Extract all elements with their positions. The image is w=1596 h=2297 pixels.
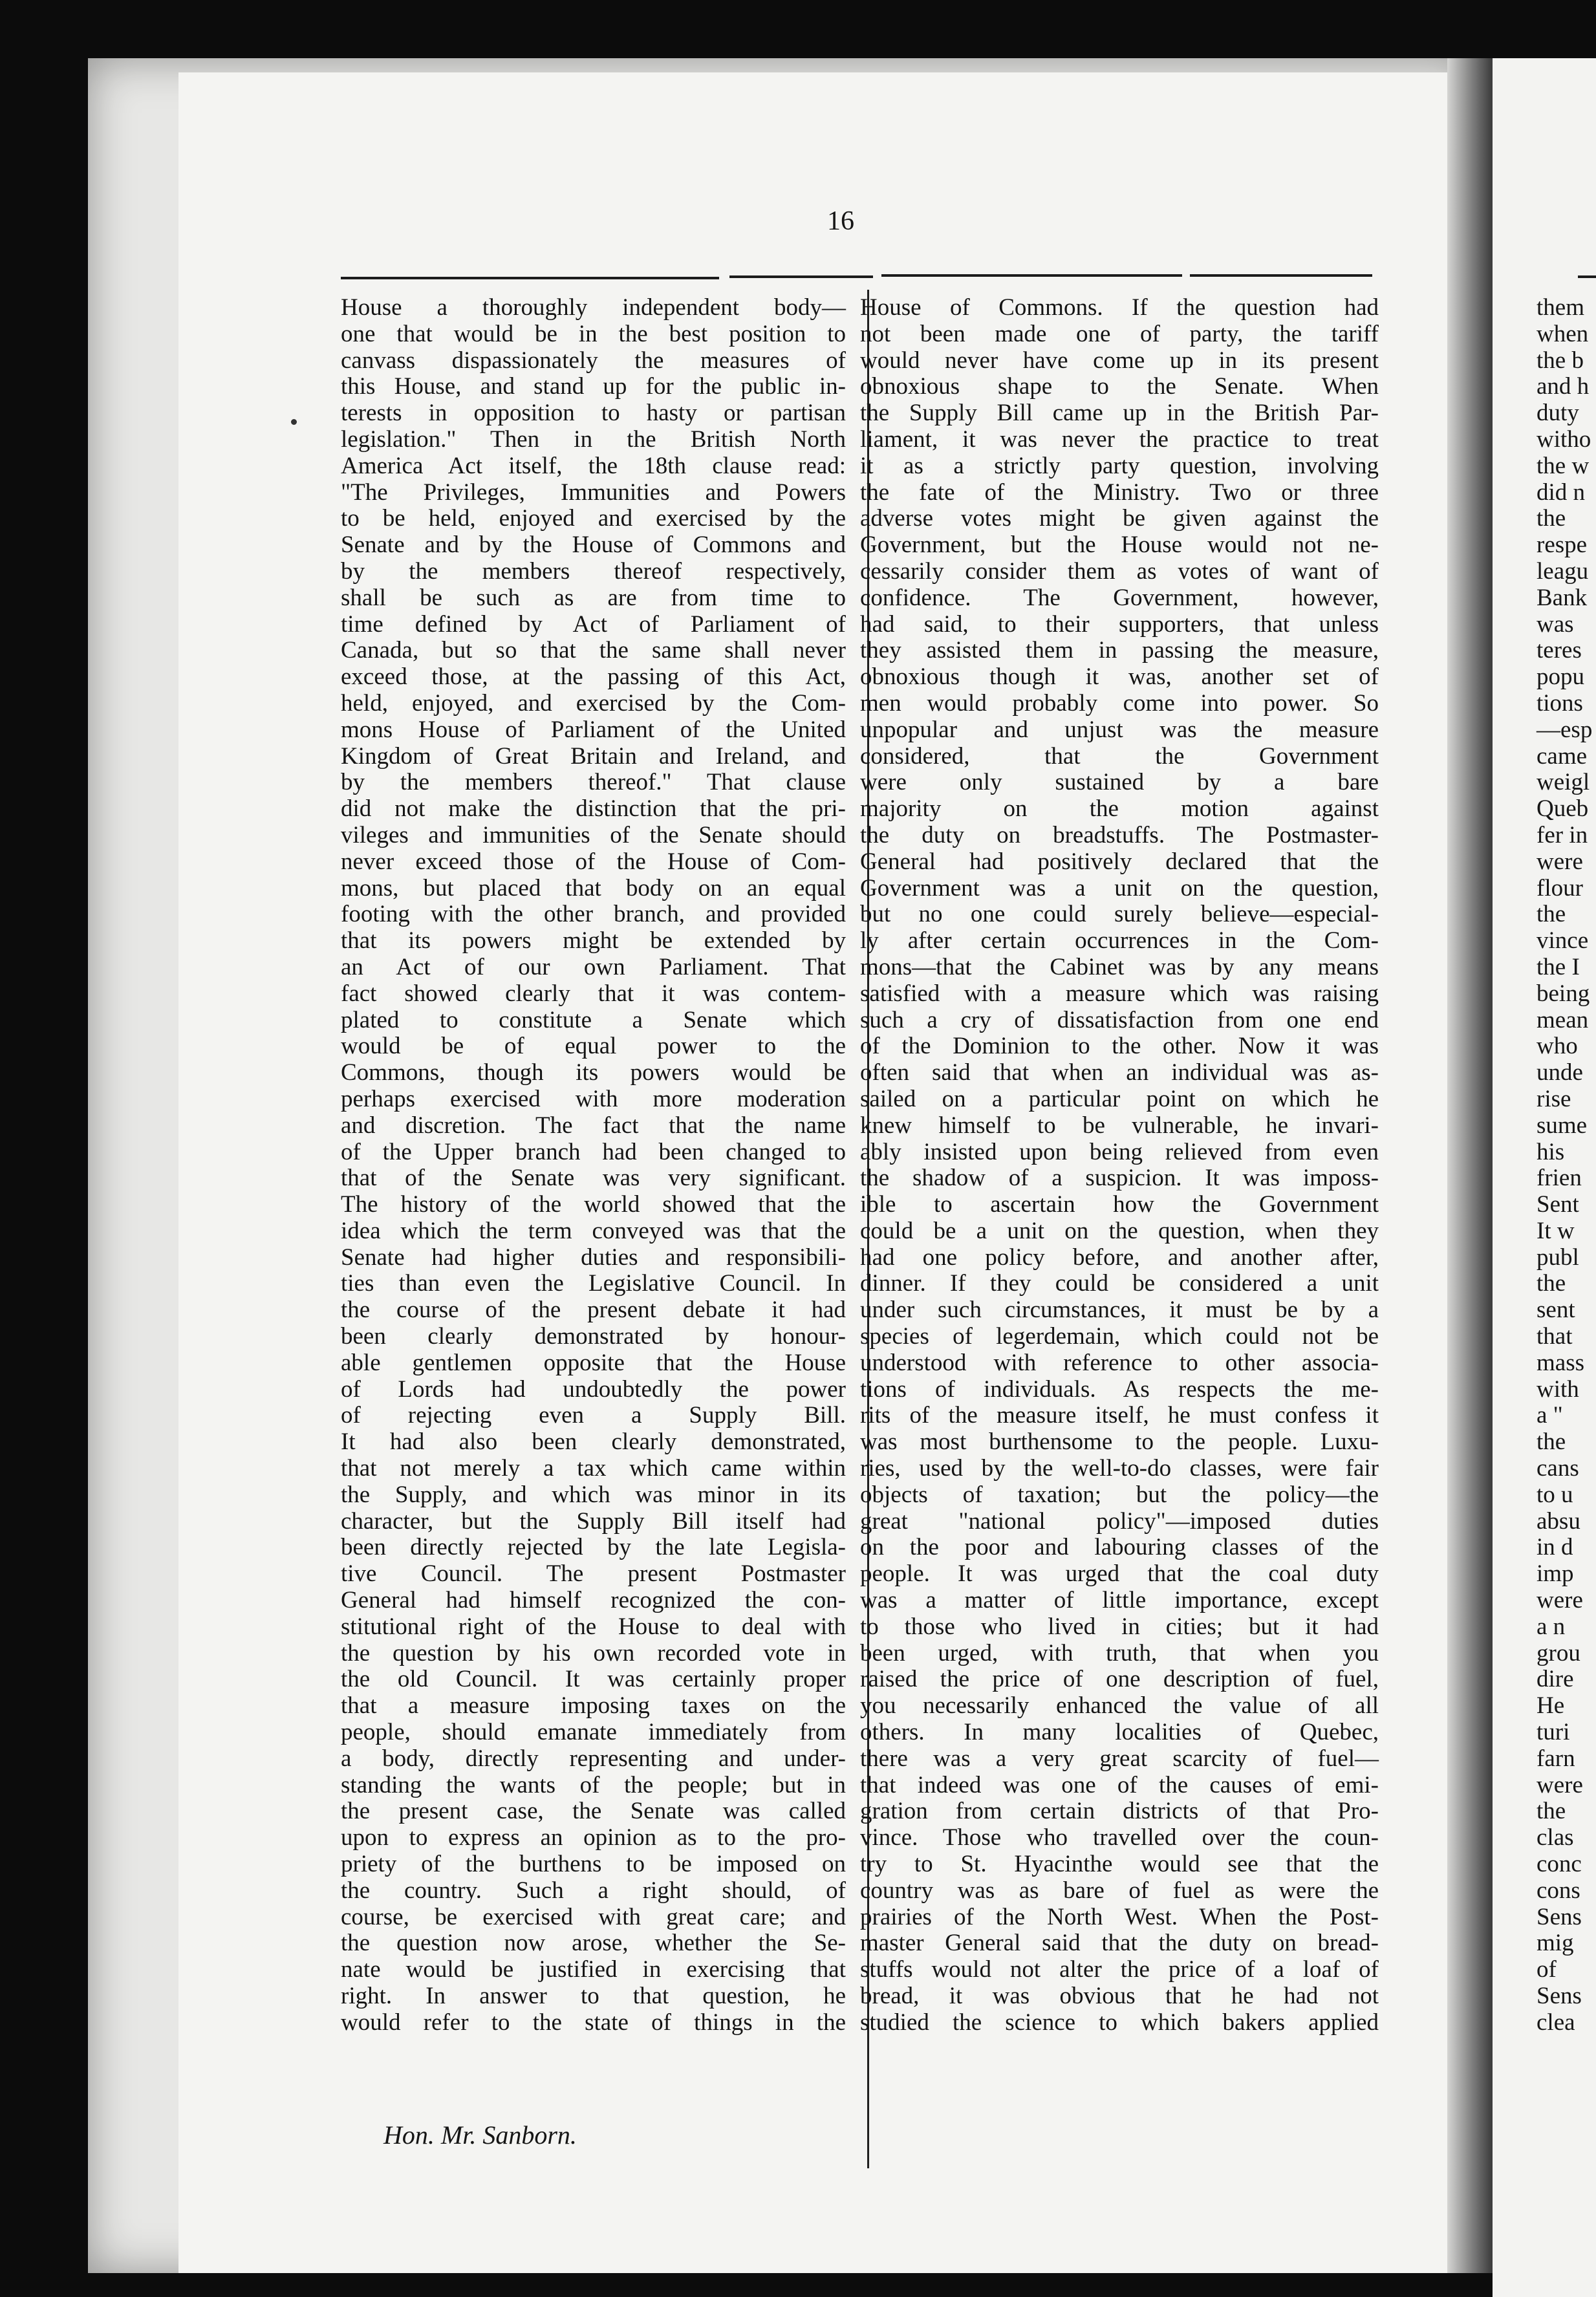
text-line: one that would be in the best position to <box>341 320 846 347</box>
text-line: the duty on breadstuffs. The Postmaster- <box>860 821 1379 848</box>
text-line: tions <box>1537 689 1583 717</box>
text-line: unpopular and unjust was the measure <box>860 716 1379 743</box>
text-line: sume <box>1537 1112 1588 1139</box>
text-line: It had also been clearly demonstrated, <box>341 1429 846 1456</box>
text-line: Kingdom of Great Britain and Ireland, and <box>341 742 846 770</box>
text-line: Bank <box>1537 584 1588 611</box>
header-rule-far-right <box>1190 274 1372 277</box>
speaker-signature: Hon. Mr. Sanborn. <box>383 2120 577 2150</box>
text-line: you necessarily enhanced the value of all <box>860 1692 1379 1720</box>
text-line: He <box>1537 1692 1565 1720</box>
text-line: It w <box>1537 1217 1575 1244</box>
text-line: objects of taxation; but the policy—the <box>860 1481 1379 1508</box>
text-line: been urged, with truth, that when you <box>860 1639 1379 1666</box>
text-line: mean <box>1537 1006 1589 1033</box>
text-line: the fate of the Ministry. Two or three <box>860 479 1379 506</box>
adjacent-page-text <box>1537 295 1592 2036</box>
text-line: understood with reference to other associa- <box>860 1349 1379 1376</box>
text-line: shall be such as are from time to <box>341 584 846 611</box>
text-line: were only sustained by a bare <box>860 769 1379 796</box>
text-line: able gentlemen opposite that the House <box>341 1349 846 1376</box>
text-line: that of the Senate was very significant. <box>341 1165 846 1192</box>
text-line: the <box>1537 1429 1566 1456</box>
text-line: people, should emanate immediately from <box>341 1719 846 1746</box>
text-line: others. In many localities of Quebec, <box>860 1719 1379 1746</box>
text-line: the w <box>1537 452 1590 479</box>
text-line: cons <box>1537 1877 1580 1904</box>
text-line: a " <box>1537 1402 1563 1429</box>
text-line: time defined by Act of Parliament of <box>341 610 846 638</box>
text-line: perhaps exercised with more moderation <box>341 1085 846 1112</box>
text-line: Sens <box>1537 1903 1582 1930</box>
text-line: sailed on a particular point on which he <box>860 1085 1379 1112</box>
text-line: imp <box>1537 1560 1574 1588</box>
text-line: did not make the distinction that the pri- <box>341 795 846 823</box>
text-line: that a measure imposing taxes on the <box>341 1692 846 1720</box>
text-line: turi <box>1537 1719 1570 1746</box>
text-line: satisfied with a measure which was raising <box>860 980 1379 1007</box>
text-line: unde <box>1537 1059 1583 1086</box>
text-line: obnoxious shape to the Senate. When <box>860 373 1379 400</box>
text-line: would refer to the state of things in the <box>341 2009 846 2036</box>
text-line: vileges and immunities of the Senate should <box>341 821 846 848</box>
text-line: weigl <box>1537 769 1590 796</box>
text-line: upon to express an opinion as to the pro- <box>341 1824 846 1851</box>
text-line: majority on the motion against <box>860 795 1379 823</box>
text-line: Canada, but so that the same shall never <box>341 637 846 664</box>
text-line: try to St. Hyacinthe would see that the <box>860 1851 1379 1878</box>
text-line: in d <box>1537 1534 1573 1561</box>
header-rule-left <box>341 277 719 279</box>
text-line: adverse votes might be given against the <box>860 505 1379 532</box>
text-line: had one policy before, and another after, <box>860 1244 1379 1271</box>
text-line: farn <box>1537 1745 1575 1772</box>
text-line: obnoxious though it was, another set of <box>860 663 1379 691</box>
text-line: was a matter of little importance, except <box>860 1587 1379 1614</box>
text-line: tive Council. The present Postmaster <box>341 1560 846 1588</box>
text-line: raised the price of one description of fuel, <box>860 1666 1379 1693</box>
text-line: mass <box>1537 1349 1584 1376</box>
text-line: liament, it was never the practice to treat <box>860 426 1379 453</box>
text-line: had said, to their supporters, that unless <box>860 610 1379 638</box>
text-line: fact showed clearly that it was contem- <box>341 980 846 1007</box>
text-line: cans <box>1537 1455 1579 1482</box>
text-line: the course of the present debate it had <box>341 1297 846 1324</box>
text-line: the question now arose, whether the Se- <box>341 1930 846 1957</box>
text-line: were <box>1537 1771 1583 1798</box>
text-line: The history of the world showed that the <box>341 1191 846 1218</box>
text-line: the <box>1537 1270 1566 1297</box>
text-line: respe <box>1537 532 1588 559</box>
text-line: Queb <box>1537 795 1589 823</box>
text-line: that <box>1537 1323 1573 1350</box>
text-line: but no one could surely believe—especial- <box>860 901 1379 928</box>
text-line: flour <box>1537 874 1583 901</box>
text-line: the b <box>1537 347 1584 374</box>
text-line: ible to ascertain how the Government <box>860 1191 1379 1218</box>
text-line: teres <box>1537 637 1582 664</box>
text-line: by the members thereof." That clause <box>341 769 846 796</box>
text-line: mig <box>1537 1930 1574 1957</box>
text-line: considered, that the Government <box>860 742 1379 770</box>
text-line: who <box>1537 1033 1578 1060</box>
text-line: this House, and stand up for the public in- <box>341 373 846 400</box>
text-line: the Supply, and which was minor in its <box>341 1481 846 1508</box>
text-line: that its powers might be extended by <box>341 927 846 954</box>
text-line: being <box>1537 980 1590 1007</box>
text-line: legislation." Then in the British North <box>341 426 846 453</box>
text-line: dinner. If they could be considered a unit <box>860 1270 1379 1297</box>
text-line: course, be exercised with great care; and <box>341 1903 846 1930</box>
text-line: character, but the Supply Bill itself had <box>341 1507 846 1535</box>
text-line: never exceed those of the House of Com- <box>341 848 846 875</box>
text-line: the Supply Bill came up in the British Par- <box>860 400 1379 427</box>
header-rule-mid <box>729 275 873 278</box>
text-line: conc <box>1537 1851 1582 1878</box>
text-line: the present case, the Senate was called <box>341 1798 846 1825</box>
text-line: of the Upper branch had been changed to <box>341 1138 846 1165</box>
text-line: were <box>1537 1587 1583 1614</box>
text-line: by the members thereof respectively, <box>341 557 846 585</box>
text-line: House of Commons. If the question had <box>860 294 1379 321</box>
text-line: to be held, enjoyed and exercised by the <box>341 505 846 532</box>
text-line: could be a unit on the question, when they <box>860 1217 1379 1244</box>
text-line: canvass dispassionately the measures of <box>341 347 846 374</box>
text-line: rise <box>1537 1085 1571 1112</box>
text-line: leagu <box>1537 557 1589 585</box>
text-line: Senate and by the House of Commons and <box>341 532 846 559</box>
text-line: stuffs would not alter the price of a loaf of <box>860 1956 1379 1983</box>
text-line: ties than even the Legislative Council. In <box>341 1270 846 1297</box>
text-line: fer in <box>1537 821 1588 848</box>
text-line: would never have come up in its present <box>860 347 1379 374</box>
text-line: them <box>1537 294 1584 321</box>
text-line: of rejecting even a Supply Bill. <box>341 1402 846 1429</box>
header-rule-next-page <box>1578 275 1596 278</box>
text-line: a body, directly representing and under- <box>341 1745 846 1772</box>
text-line: species of legerdemain, which could not be <box>860 1323 1379 1350</box>
text-line: and h <box>1537 373 1590 400</box>
text-line: —esp <box>1537 716 1593 743</box>
text-line: "The Privileges, Immunities and Powers <box>341 479 846 506</box>
text-line: ries, used by the well-to-do classes, were fair <box>860 1455 1379 1482</box>
text-line: of the Dominion to the other. Now it was <box>860 1033 1379 1060</box>
text-line: right. In answer to that question, he <box>341 1983 846 2009</box>
text-line: been clearly demonstrated by honour- <box>341 1323 846 1350</box>
text-line: the <box>1537 1798 1566 1825</box>
text-line: stitutional right of the House to deal with <box>341 1613 846 1640</box>
text-line: when <box>1537 320 1589 347</box>
text-line: his <box>1537 1138 1565 1165</box>
text-line: dire <box>1537 1666 1574 1693</box>
text-line: the old Council. It was certainly proper <box>341 1666 846 1693</box>
text-line: tions of individuals. As respects the me- <box>860 1375 1379 1403</box>
text-line: idea which the term conveyed was that the <box>341 1217 846 1244</box>
text-line: popu <box>1537 663 1584 691</box>
text-line: General had himself recognized the con- <box>341 1587 846 1614</box>
text-line: Commons, though its powers would be <box>341 1059 846 1086</box>
text-line: terests in opposition to hasty or partisan <box>341 400 846 427</box>
text-line: such a cry of dissatisfaction from one end <box>860 1006 1379 1033</box>
text-line: witho <box>1537 426 1591 453</box>
text-line: clas <box>1537 1824 1574 1851</box>
text-line: been directly rejected by the late Legisla- <box>341 1534 846 1561</box>
text-line: knew himself to be vulnerable, he invari- <box>860 1112 1379 1139</box>
text-line: frien <box>1537 1165 1582 1192</box>
text-line: country was as bare of fuel as were the <box>860 1877 1379 1904</box>
text-line: they assisted them in passing the measure, <box>860 637 1379 664</box>
text-line: the question by his own recorded vote in <box>341 1639 846 1666</box>
text-line: was <box>1537 610 1574 638</box>
margin-mark <box>291 419 297 425</box>
text-line: prairies of the North West. When the Post- <box>860 1903 1379 1930</box>
text-line: America Act itself, the 18th clause read: <box>341 452 846 479</box>
text-line: the <box>1537 505 1566 532</box>
text-line: absu <box>1537 1507 1580 1535</box>
text-line: it as a strictly party question, involving <box>860 452 1379 479</box>
text-line: duty <box>1537 400 1579 427</box>
text-line: nate would be justified in exercising that <box>341 1956 846 1983</box>
text-line: rits of the measure itself, he must confess it <box>860 1402 1379 1429</box>
text-line: that not merely a tax which came within <box>341 1455 846 1482</box>
text-line: to those who lived in cities; but it had <box>860 1613 1379 1640</box>
text-line: studied the science to which bakers applied <box>860 2009 1379 2036</box>
book-gutter <box>1447 58 1493 2273</box>
text-line: the country. Such a right should, of <box>341 1877 846 1904</box>
text-column-left <box>341 295 846 2036</box>
text-line: General had positively declared that the <box>860 848 1379 875</box>
text-line: were <box>1537 848 1583 875</box>
text-line: the <box>1537 901 1566 928</box>
text-line: with <box>1537 1375 1579 1403</box>
text-line: Sent <box>1537 1191 1579 1218</box>
text-line: and discretion. The fact that the name <box>341 1112 846 1139</box>
text-line: was most burthensome to the people. Luxu- <box>860 1429 1379 1456</box>
text-line: plated to constitute a Senate which <box>341 1006 846 1033</box>
text-line: footing with the other branch, and provided <box>341 901 846 928</box>
text-line: the I <box>1537 953 1580 980</box>
header-rule-right <box>881 274 1182 277</box>
text-line: people. It was urged that the coal duty <box>860 1560 1379 1588</box>
text-line: to u <box>1537 1481 1573 1508</box>
text-line: of <box>1537 1956 1557 1983</box>
text-line: mons House of Parliament of the United <box>341 716 846 743</box>
text-line: Sens <box>1537 1983 1582 2009</box>
text-column-right <box>860 295 1379 2036</box>
text-line: sent <box>1537 1297 1575 1324</box>
text-line: publ <box>1537 1244 1579 1271</box>
text-line: bread, it was obvious that he had not <box>860 1983 1379 2009</box>
text-line: would be of equal power to the <box>341 1033 846 1060</box>
text-line: clea <box>1537 2009 1575 2036</box>
text-line: exceed those, at the passing of this Act, <box>341 663 846 691</box>
text-line: grou <box>1537 1639 1580 1666</box>
text-line: there was a very great scarcity of fuel— <box>860 1745 1379 1772</box>
text-line: master General said that the duty on bread- <box>860 1930 1379 1957</box>
text-line: gration from certain districts of that Pro- <box>860 1798 1379 1825</box>
text-line: under such circumstances, it must be by a <box>860 1297 1379 1324</box>
text-line: vince. Those who travelled over the coun- <box>860 1824 1379 1851</box>
text-line: often said that when an individual was as- <box>860 1059 1379 1086</box>
page-number: 16 <box>827 206 854 236</box>
text-line: Senate had higher duties and responsibili- <box>341 1244 846 1271</box>
text-line: the shadow of a suspicion. It was imposs- <box>860 1165 1379 1192</box>
text-line: mons—that the Cabinet was by any means <box>860 953 1379 980</box>
text-line: ly after certain occurrences in the Com- <box>860 927 1379 954</box>
text-line: on the poor and labouring classes of the <box>860 1534 1379 1561</box>
text-line: Government, but the House would not ne- <box>860 532 1379 559</box>
text-line: of Lords had undoubtedly the power <box>341 1375 846 1403</box>
text-line: did n <box>1537 479 1586 506</box>
text-line: not been made one of party, the tariff <box>860 320 1379 347</box>
text-line: House a thoroughly independent body— <box>341 294 846 321</box>
text-line: came <box>1537 742 1588 770</box>
text-line: standing the wants of the people; but in <box>341 1771 846 1798</box>
text-line: mons, but placed that body on an equal <box>341 874 846 901</box>
text-line: ably insisted upon being relieved from even <box>860 1138 1379 1165</box>
text-line: vince <box>1537 927 1589 954</box>
text-line: a n <box>1537 1613 1566 1640</box>
text-line: confidence. The Government, however, <box>860 584 1379 611</box>
text-line: Government was a unit on the question, <box>860 874 1379 901</box>
text-line: cessarily consider them as votes of want of <box>860 557 1379 585</box>
text-line: held, enjoyed, and exercised by the Com- <box>341 689 846 717</box>
text-line: priety of the burthens to be imposed on <box>341 1851 846 1878</box>
text-line: an Act of our own Parliament. That <box>341 953 846 980</box>
text-line: great "national policy"—imposed duties <box>860 1507 1379 1535</box>
text-line: that indeed was one of the causes of emi- <box>860 1771 1379 1798</box>
text-line: men would probably come into power. So <box>860 689 1379 717</box>
